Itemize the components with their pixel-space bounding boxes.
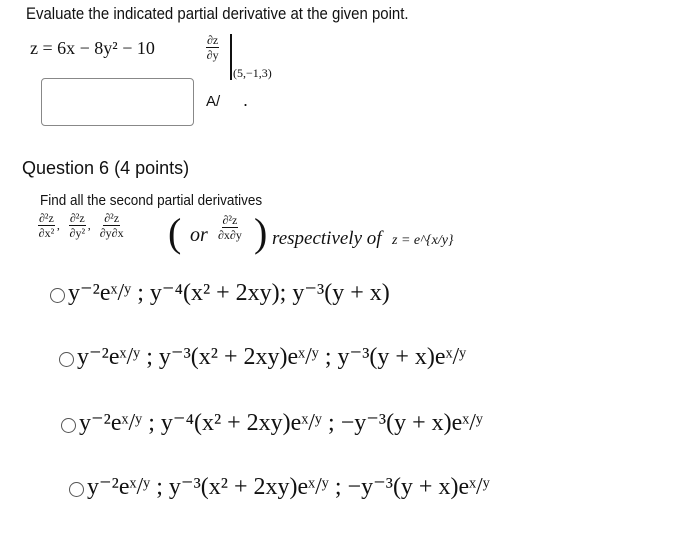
left-paren: ( xyxy=(168,210,182,255)
q5-point: (5,−1,3) xyxy=(233,66,272,80)
option-3-text[interactable]: y⁻²eˣ/ʸ ; y⁻⁴(x² + 2xy)eˣ/ʸ ; −y⁻³(y + x)eˣ/ʸ xyxy=(79,410,484,436)
d1-num: ∂²z xyxy=(39,211,54,225)
q5-deriv-num: ∂z xyxy=(207,33,219,47)
option-4-text[interactable]: y⁻²eˣ/ʸ ; y⁻³(x² + 2xy)eˣ/ʸ ; −y⁻³(y + x)eˣ/ʸ xyxy=(87,474,490,500)
answer-input[interactable] xyxy=(41,78,194,126)
option-1-radio[interactable] xyxy=(50,288,65,303)
option-3-radio[interactable] xyxy=(61,418,76,433)
d4 xyxy=(218,214,242,241)
z-function: z = e^{x/y} xyxy=(392,233,454,248)
dot-text: . xyxy=(243,90,249,110)
q6-instruction: Find all the second partial derivatives xyxy=(40,192,263,209)
d1-den: ∂x² xyxy=(38,226,55,240)
q6-heading xyxy=(22,158,189,179)
d3-num: ∂²z xyxy=(104,211,120,225)
option-2-text[interactable]: y⁻²eˣ/ʸ ; y⁻³(x² + 2xy)eˣ/ʸ ; y⁻³(y + x)eˣ/ʸ xyxy=(77,344,467,370)
evaluation-bar xyxy=(230,34,232,80)
option-4-radio[interactable] xyxy=(69,482,84,497)
d4-num: ∂²z xyxy=(222,213,238,227)
q5-function: z = 6x − 8y² − 10 xyxy=(30,38,155,58)
right-paren: ) xyxy=(254,210,268,255)
spellcheck-icon[interactable]: A/ xyxy=(206,93,221,110)
option-2-radio[interactable] xyxy=(59,352,74,367)
respectively-text: respectively of xyxy=(272,228,382,249)
or-text: or xyxy=(190,224,208,246)
q5-deriv-den: ∂y xyxy=(206,48,219,62)
q6-points: (4 points) xyxy=(114,158,190,178)
q6-title: Question 6 xyxy=(22,158,110,178)
d3-den: ∂y∂x xyxy=(99,226,124,240)
q5-instruction: Evaluate the indicated partial derivative at the given point. xyxy=(26,4,409,23)
d4-den: ∂x∂y xyxy=(218,228,242,242)
q5-derivative xyxy=(206,34,219,61)
d2-den: ∂y² xyxy=(69,226,86,240)
d2-num: ∂²z xyxy=(69,211,85,225)
option-1-text[interactable]: y⁻²eˣ/ʸ ; y⁻⁴(x² + 2xy); y⁻³(y + x) xyxy=(68,280,390,306)
second-derivatives-row: $\frac{\text{∂²z}}{\text{∂x²}}$ , $\frac{\text{∂²z}}{\text{∂y²}}$ , $\frac{\text{∂²z}}{\partial y\partial x}$ xyxy=(38,211,124,240)
